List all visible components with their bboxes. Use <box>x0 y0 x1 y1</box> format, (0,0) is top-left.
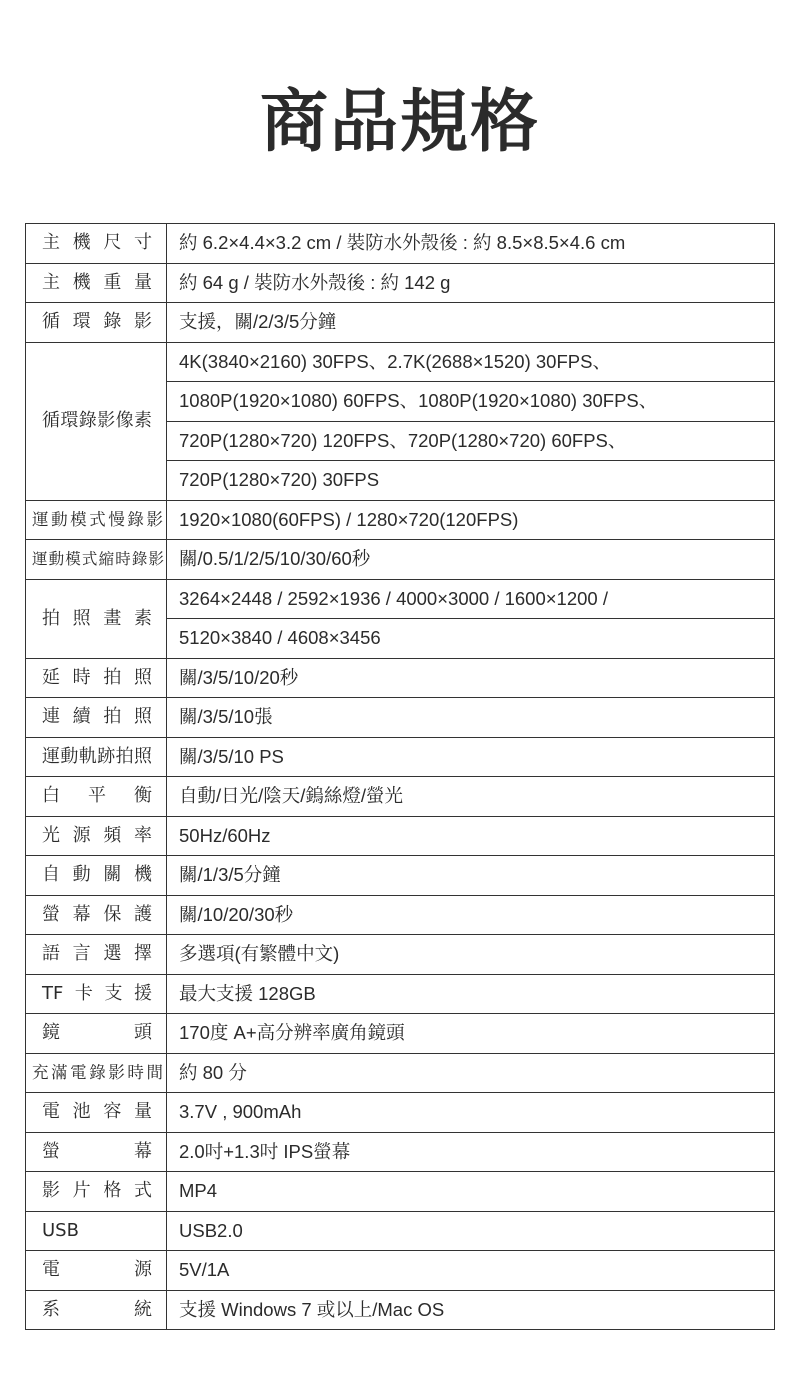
spec-label: 運動模式慢錄影 <box>26 500 167 540</box>
spec-value: 關/3/5/10 PS <box>167 737 775 777</box>
spec-label: 充滿電錄影時間 <box>26 1053 167 1093</box>
spec-row <box>26 1014 775 1054</box>
spec-label: 運動模式縮時錄影 <box>26 540 167 580</box>
spec-label: TF卡支援 <box>26 974 167 1014</box>
spec-value: 支援 Windows 7 或以上/Mac OS <box>167 1290 775 1330</box>
spec-row <box>26 1093 775 1133</box>
spec-value: 50Hz/60Hz <box>167 816 775 856</box>
spec-label: 光源頻率 <box>26 816 167 856</box>
spec-row <box>26 1053 775 1093</box>
spec-label: 主機尺寸 <box>26 224 167 264</box>
spec-value: 3264×2448 / 2592×1936 / 4000×3000 / 1600×1200 / <box>167 579 775 619</box>
spec-row <box>26 935 775 975</box>
spec-value: 約 80 分 <box>167 1053 775 1093</box>
spec-label: 影片格式 <box>26 1172 167 1212</box>
spec-value: 關/1/3/5分鐘 <box>167 856 775 896</box>
spec-row <box>26 224 775 264</box>
spec-value: MP4 <box>167 1172 775 1212</box>
spec-label: 系統 <box>26 1290 167 1330</box>
spec-value: 約 64 g / 裝防水外殼後 : 約 142 g <box>167 263 775 303</box>
spec-row <box>26 816 775 856</box>
spec-row <box>26 1211 775 1251</box>
spec-row <box>26 777 775 817</box>
spec-value: 170度 A+高分辨率廣角鏡頭 <box>167 1014 775 1054</box>
spec-label: 延時拍照 <box>26 658 167 698</box>
spec-value: 自動/日光/陰天/鎢絲燈/螢光 <box>167 777 775 817</box>
spec-value: 關/3/5/10張 <box>167 698 775 738</box>
spec-row <box>26 1251 775 1291</box>
spec-value: 約 6.2×4.4×3.2 cm / 裝防水外殼後 : 約 8.5×8.5×4.6 cm <box>167 224 775 264</box>
spec-table <box>25 223 775 1330</box>
spec-label: 循環錄影 <box>26 303 167 343</box>
spec-value: 支援，關/2/3/5分鐘 <box>167 303 775 343</box>
spec-row <box>26 500 775 540</box>
spec-label: 白平衡 <box>26 777 167 817</box>
spec-value: 5120×3840 / 4608×3456 <box>167 619 775 659</box>
spec-label: 自動關機 <box>26 856 167 896</box>
spec-value: 5V/1A <box>167 1251 775 1291</box>
spec-value: 關/10/20/30秒 <box>167 895 775 935</box>
spec-label: 連續拍照 <box>26 698 167 738</box>
spec-row <box>26 263 775 303</box>
spec-label: 螢幕 <box>26 1132 167 1172</box>
spec-row <box>26 579 775 619</box>
spec-row <box>26 1132 775 1172</box>
spec-label: 電源 <box>26 1251 167 1291</box>
spec-value: 1080P(1920×1080) 60FPS、1080P(1920×1080) 30FPS、 <box>167 382 775 422</box>
spec-label: USB <box>26 1211 167 1251</box>
spec-label: 循環錄影像素 <box>26 342 167 500</box>
spec-row <box>26 698 775 738</box>
spec-value: 關/3/5/10/20秒 <box>167 658 775 698</box>
spec-row <box>26 974 775 1014</box>
spec-label: 拍照畫素 <box>26 579 167 658</box>
spec-value: 多選項(有繁體中文) <box>167 935 775 975</box>
spec-row <box>26 1172 775 1212</box>
spec-value: 720P(1280×720) 30FPS <box>167 461 775 501</box>
spec-row <box>26 658 775 698</box>
spec-value: 4K(3840×2160) 30FPS、2.7K(2688×1520) 30FPS、 <box>167 342 775 382</box>
spec-label: 鏡頭 <box>26 1014 167 1054</box>
spec-value: 3.7V , 900mAh <box>167 1093 775 1133</box>
spec-row <box>26 1290 775 1330</box>
spec-row <box>26 303 775 343</box>
spec-row <box>26 856 775 896</box>
spec-row <box>26 342 775 382</box>
spec-label: 運動軌跡拍照 <box>26 737 167 777</box>
spec-row <box>26 540 775 580</box>
spec-label: 螢幕保護 <box>26 895 167 935</box>
spec-value: 最大支援 128GB <box>167 974 775 1014</box>
spec-value: 關/0.5/1/2/5/10/30/60秒 <box>167 540 775 580</box>
spec-value: 2.0吋+1.3吋 IPS螢幕 <box>167 1132 775 1172</box>
page-title: 商品規格 <box>259 83 540 162</box>
spec-label: 電池容量 <box>26 1093 167 1133</box>
spec-row <box>26 737 775 777</box>
spec-value: USB2.0 <box>167 1211 775 1251</box>
spec-value: 1920×1080(60FPS) / 1280×720(120FPS) <box>167 500 775 540</box>
spec-label: 語言選擇 <box>26 935 167 975</box>
spec-label: 主機重量 <box>26 263 167 303</box>
spec-row <box>26 895 775 935</box>
spec-value: 720P(1280×720) 120FPS、720P(1280×720) 60FPS、 <box>167 421 775 461</box>
